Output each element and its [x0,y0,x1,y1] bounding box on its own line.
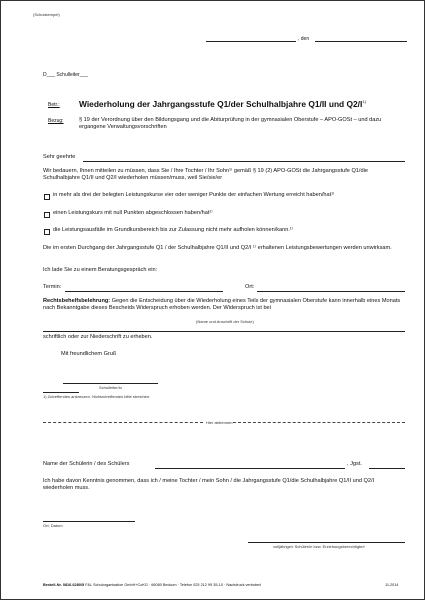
cut-line-right [233,422,405,423]
repeat-text: Die im ersten Durchgang der Jahrgangsstufe Q1 / der Schulhalbjahre Q1/II und Q2/I ¹⁾ erhaltenen Leistungsbewertungen werden unwirksam. [43,245,392,251]
ort-label: Ort: [245,284,255,290]
option-text-3: die Leistungsausfälle im Grundkursbereich bis zur Zulassung nicht mehr aufholen können/kann.¹⁾ [53,227,294,233]
invite-text: Ich lade Sie zu einem Beratungsgespräch ein: [43,267,158,273]
intro-text: Wir bedauern, Ihnen mitteilen zu müssen, dass Sie / Ihre Tochter / Ihr Sohn¹⁾ gemäß § 19 (2) APO-GOSt die Jahrgangsstufe Q1/die Schulhalbjahre Q1/II und Q2/I wiederholen müssen/muss, weil Sie/sie/er [43,168,368,182]
footer-order-number: Bestell-Nr. 0816-6280/5 [43,583,85,587]
signer-caption: Schulleiter/in [99,385,122,390]
guardian-signature-line[interactable] [248,542,405,543]
legal-notice [43,298,407,313]
cut-label: Hier abtrennen [206,420,233,425]
salutation: Sehr geehrte [43,154,76,160]
school-stamp-label: (Schulstempel) [33,12,60,17]
salutation-line[interactable] [83,161,405,162]
option-text-1: in mehr als drei der belegten Leistungskurse vier oder weniger Punkte der einfachen Wertung erreicht haben/hat¹⁾ [53,192,335,198]
cut-line-left [43,422,203,423]
jgst-label: , Jgst. [347,461,362,467]
reference-text: § 19 der Verordnung über den Bildungsgang und die Abiturprüfung in der gymnasialen Oberstufe – APO-GOSt – und dazu ergangene Verwaltungsvorschriften [79,117,382,131]
footer-publisher: F&L Schulorganisation GmbH+CoKG · 66080 Beckum · Telefon 025 212 99 35-10 · Nachdruck verboten! [85,583,262,587]
footnote: 1) Zutreffendes ankreuzen. Nichtzutreffendes bitte streichen. [43,394,151,399]
termin-line[interactable] [65,291,223,292]
school-address-line[interactable] [43,331,405,332]
option-text-2: einen Leistungskurs mit null Punkten abgeschlossen haben/hat¹⁾ [53,210,213,216]
place-line[interactable] [206,41,296,42]
greeting: Mit freundlichem Gruß [61,351,117,357]
student-name-label: Name der Schülerin / des Schülers [43,461,130,467]
subject-title [79,99,366,109]
recipient-line: D___ Schulleiter___ [43,72,89,78]
jgst-line[interactable] [369,468,405,469]
acknowledge-text: Ich habe davon Kenntnis genommen, dass ich / meine Tochter / mein Sohn / die Jahrgangsstufe Q1/die Schulhalbjahre Q1/II und Q2/I wiederholen muss. [43,478,375,492]
place-date-caption: Ort, Datum [43,523,63,528]
subject-footnote-mark: 1) [362,99,366,105]
subject-label: Betr.: [48,102,60,108]
date-prefix: , den [298,36,310,42]
school-caption: (Name und Anschrift der Schule) [196,319,254,324]
footnote-rule [43,392,79,393]
footer-date: 11.2014 [385,583,399,587]
option-checkbox-2[interactable] [44,212,50,218]
place-date-line[interactable] [43,521,135,522]
reference-label: Bezug: [48,118,64,124]
option-checkbox-3[interactable] [44,229,50,235]
date-line[interactable] [315,41,407,42]
guardian-caption: volljährige/r Schüler/in bzw. Erziehungsberechtigte/r [273,544,365,549]
subject-title-text: Wiederholung der Jahrgangsstufe Q1/der Schulhalbjahre Q1/II und Q2/I [79,99,363,109]
termin-label: Termin: [43,284,62,290]
legal-text: Gegen die Entscheidung über die Wiederholung eines Teils der gymnasialen Oberstufe kann innerhalb eines Monats nach Bekanntgabe dieses Bescheids Widerspruch erhoben werden. Der Widerspruch ist bei [43,298,401,312]
legal-heading: Rechtsbehelfsbelehrung: [43,298,111,304]
student-name-line[interactable] [155,468,345,469]
option-checkbox-1[interactable] [44,194,50,200]
ort-line[interactable] [257,291,405,292]
principal-signature-line[interactable] [63,383,158,384]
written-text: schriftlich oder zur Niederschrift zu erheben. [43,334,153,340]
footer [43,583,261,587]
